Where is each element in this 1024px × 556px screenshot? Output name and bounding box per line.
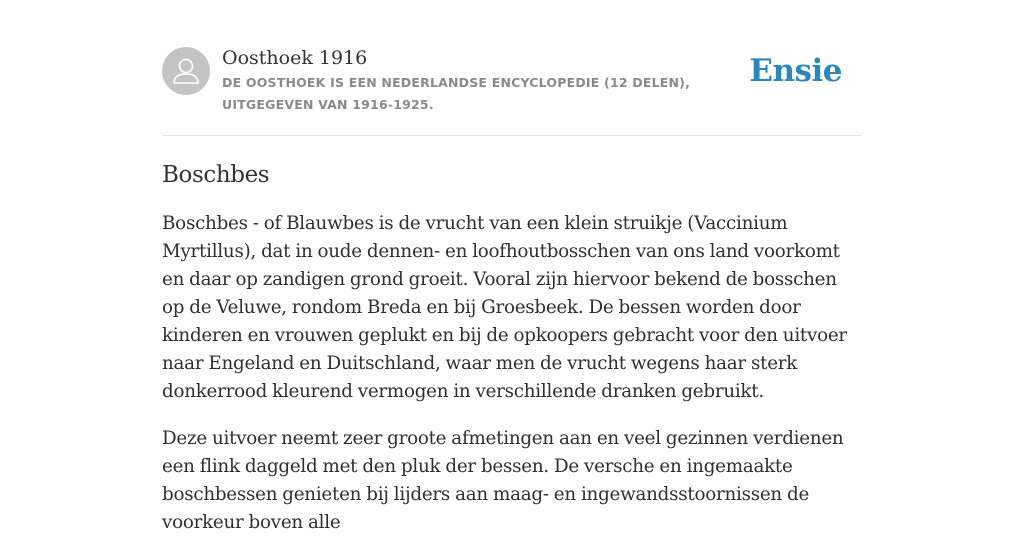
article-paragraph: Boschbes - of Blauwbes is de vrucht van een klein struikje (Vaccinium Myrtillus), dat in oude dennen- en loofhoutbosschen van ons land voorkomt en daar op zandigen grond groeit. Vooral zijn hiervoor bekend de bosschen op de Veluwe, rondom Breda en bij Groesbeek. De bessen worden door kinderen en vrouwen geplukt en bij de opkoopers gebracht voor den uitvoer naar Engeland en Duitschland, waar men de vrucht wegens haar sterk donkerrood kleurend vermogen in verschillende dranken gebruikt.: [162, 213, 847, 402]
source-title[interactable]: Oosthoek 1916: [222, 47, 368, 69]
article-paragraph: Deze uitvoer neemt zeer groote afmetingen aan en veel gezinnen verdienen een flink daggeld met den pluk der bessen. De versche en ingemaakte boschbessen genieten bij lijders aan maag- en ingewandsstoornissen de voorkeur boven alle: [162, 428, 844, 533]
source-avatar[interactable]: [162, 47, 210, 95]
user-icon: [162, 47, 210, 95]
source-info: [222, 44, 762, 116]
source-header: [162, 44, 862, 134]
brand-logo[interactable]: Ensie: [749, 53, 842, 89]
article: [162, 158, 862, 556]
article-title: Boschbes: [162, 162, 270, 188]
header-divider: [162, 135, 862, 136]
source-description: DE OOSTHOEK IS EEN NEDERLANDSE ENCYCLOPEDIE (12 DELEN), UITGEGEVEN VAN 1916-1925.: [222, 75, 691, 112]
